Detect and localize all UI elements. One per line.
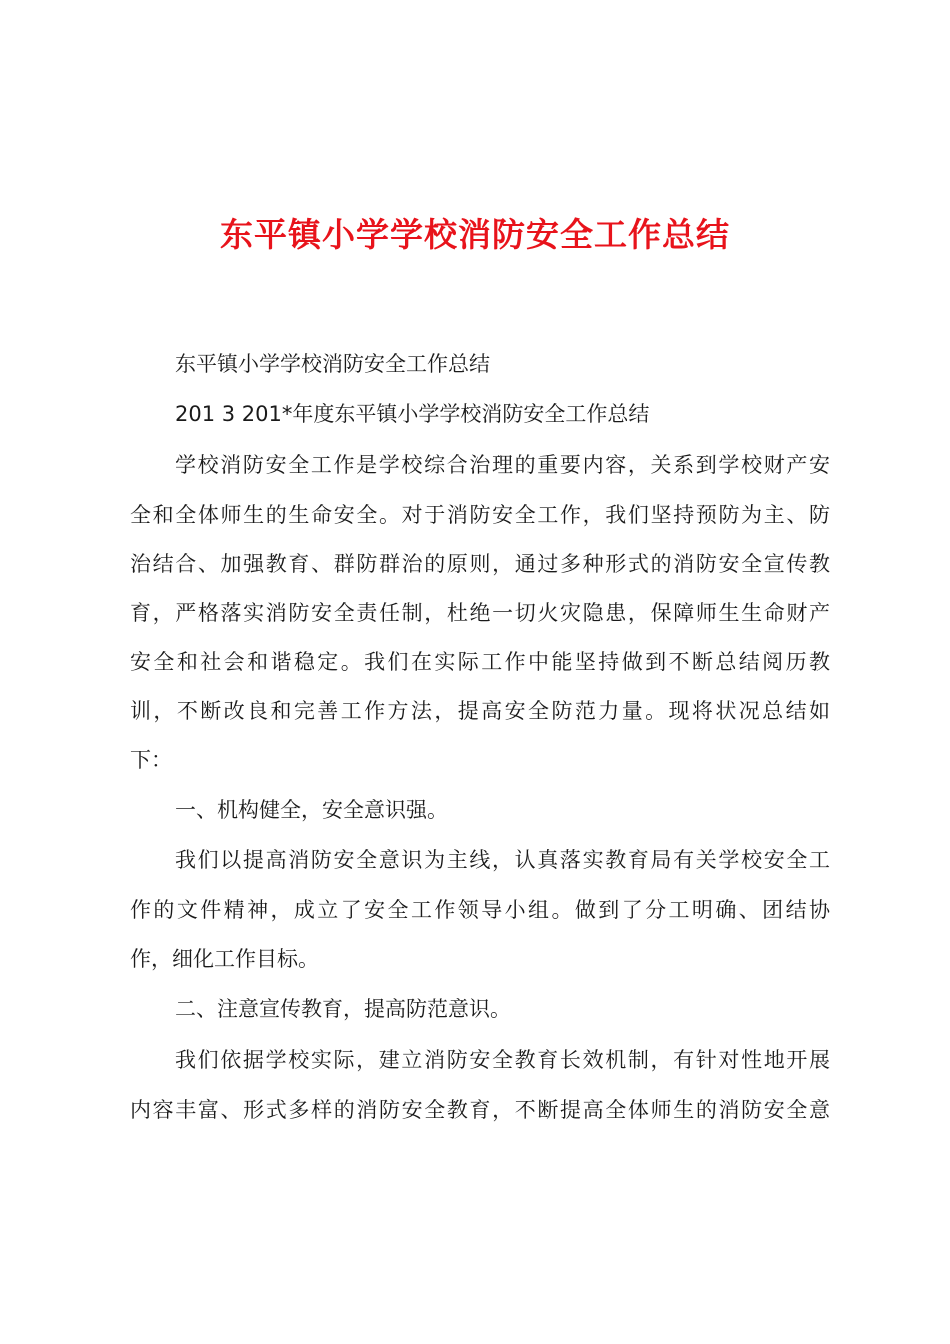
paragraph-line: 全和全体师生的生命安全。对于消防安全工作，我们坚持预防为主、防	[130, 503, 830, 527]
paragraph-line: 育，严格落实消防安全责任制，杜绝一切火灾隐患，保障师生生命财产	[130, 601, 830, 625]
paragraph-line: 学校消防安全工作是学校综合治理的重要内容，关系到学校财产安	[175, 453, 830, 477]
year-heading-line: 201 3 201*年度东平镇小学学校消防安全工作总结	[175, 402, 650, 426]
section-heading-2: 二、注意宣传教育，提高防范意识。	[175, 997, 511, 1021]
paragraph-line: 作，细化工作目标。	[130, 947, 319, 971]
paragraph-line: 我们以提高消防安全意识为主线，认真落实教育局有关学校安全工	[175, 848, 830, 872]
paragraph-line: 安全和社会和谐稳定。我们在实际工作中能坚持做到不断总结阅历教	[130, 650, 830, 674]
paragraph-line: 治结合、加强教育、群防群治的原则，通过多种形式的消防安全宣传教	[130, 552, 830, 576]
document-title: 东平镇小学学校消防安全工作总结	[220, 215, 730, 254]
paragraph-line: 内容丰富、形式多样的消防安全教育，不断提高全体师生的消防安全意	[130, 1098, 830, 1122]
subtitle-line: 东平镇小学学校消防安全工作总结	[175, 352, 490, 376]
paragraph-line: 作的文件精神，成立了安全工作领导小组。做到了分工明确、团结协	[130, 898, 830, 922]
paragraph-line: 训，不断改良和完善工作方法，提高安全防范力量。现将状况总结如	[130, 699, 830, 723]
paragraph-line: 我们依据学校实际，建立消防安全教育长效机制，有针对性地开展	[175, 1048, 830, 1072]
paragraph-line: 下：	[130, 748, 172, 772]
section-heading-1: 一、机构健全，安全意识强。	[175, 798, 448, 822]
